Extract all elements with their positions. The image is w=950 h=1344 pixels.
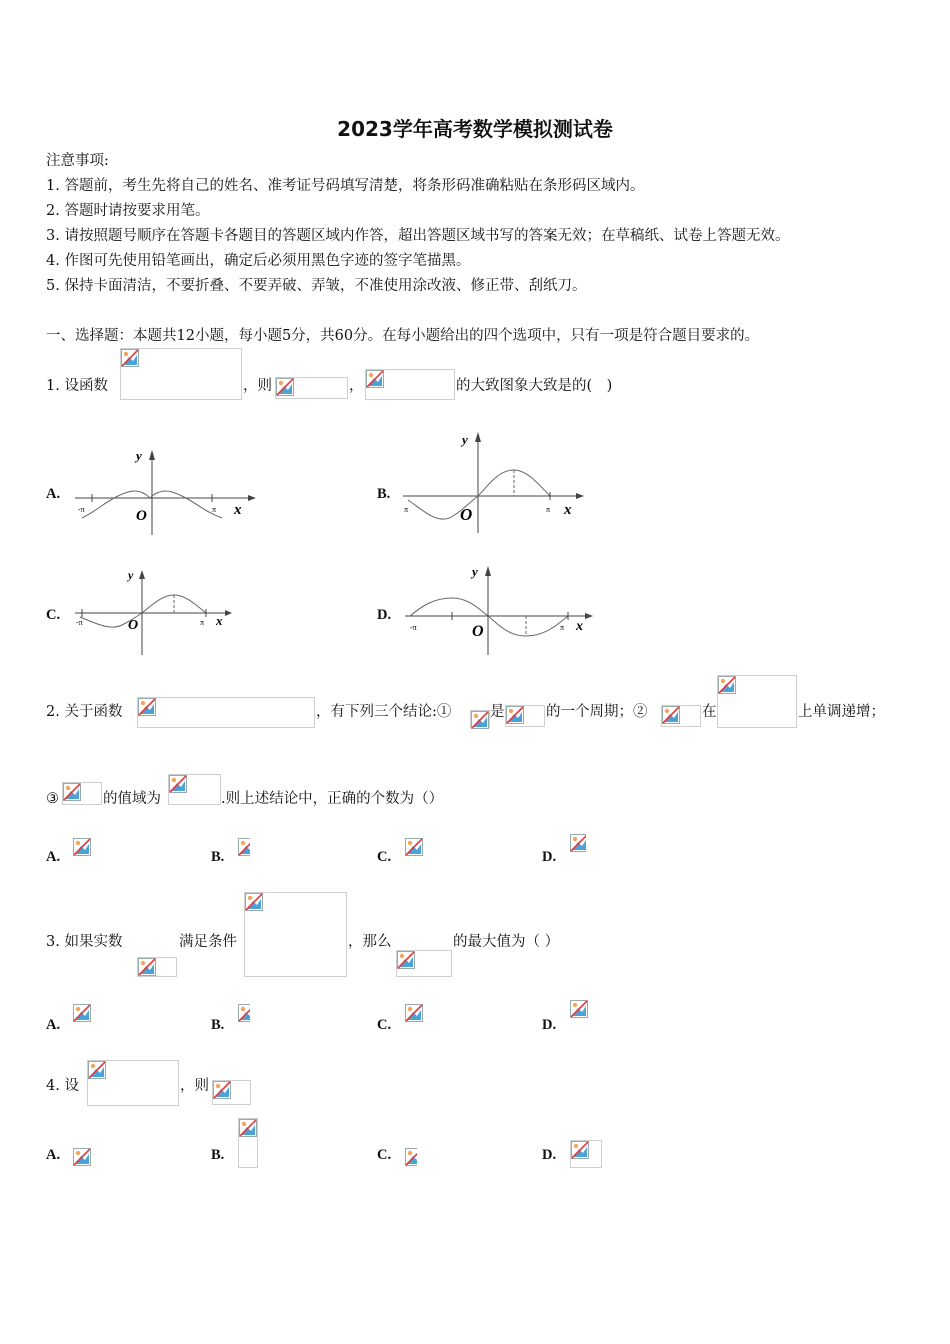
broken-image-icon bbox=[245, 893, 263, 911]
q3-text: 3. 如果实数 bbox=[46, 934, 123, 950]
option-label[interactable]: D. bbox=[542, 1147, 557, 1163]
option-label[interactable]: A. bbox=[46, 486, 61, 502]
option-label[interactable]: D. bbox=[377, 607, 392, 623]
q2-text: ③ bbox=[46, 791, 59, 807]
axis-label: π bbox=[212, 505, 217, 514]
axis-label: -π bbox=[78, 505, 85, 514]
q1-text: ， bbox=[349, 378, 364, 394]
option-label[interactable]: A. bbox=[46, 1017, 61, 1033]
broken-image-icon bbox=[276, 378, 294, 396]
option-label[interactable]: C. bbox=[377, 849, 392, 865]
broken-image-icon bbox=[88, 1061, 106, 1079]
graph-d bbox=[400, 560, 600, 660]
formula-image bbox=[120, 348, 242, 400]
notice-heading: 注意事项: bbox=[46, 153, 109, 169]
axis-label: -π bbox=[410, 623, 417, 632]
axis-label: y bbox=[136, 448, 142, 463]
q4-text: ，则 bbox=[180, 1078, 209, 1094]
notice-item: 1. 答题前，考生先将自己的姓名、准考证号码填写清楚，将条形码准确粘贴在条形码区域内。 bbox=[46, 178, 645, 194]
broken-image-icon bbox=[73, 838, 91, 856]
formula-image bbox=[238, 1118, 258, 1168]
broken-image-icon bbox=[570, 834, 586, 856]
formula-image bbox=[717, 675, 797, 728]
broken-image-icon bbox=[138, 698, 156, 716]
option-label[interactable]: B. bbox=[211, 849, 225, 865]
formula-image bbox=[137, 697, 315, 728]
q2-text: 的一个周期；② bbox=[546, 704, 648, 720]
option-label[interactable]: C. bbox=[377, 1147, 392, 1163]
notice-item: 2. 答题时请按要求用笔。 bbox=[46, 203, 210, 219]
formula-image bbox=[244, 892, 347, 977]
broken-image-icon bbox=[213, 1081, 231, 1099]
broken-image-icon bbox=[571, 1141, 589, 1159]
broken-image-icon bbox=[662, 706, 680, 724]
formula-image bbox=[470, 710, 490, 728]
q2-text: 上单调递增； bbox=[798, 704, 885, 720]
option-label[interactable]: D. bbox=[542, 849, 557, 865]
formula-image bbox=[87, 1060, 179, 1106]
formula-image bbox=[168, 774, 221, 805]
broken-image-icon bbox=[63, 783, 81, 801]
section-heading: 一、选择题：本题共12小题，每小题5分，共60分。在每小题给出的四个选项中，只有一项是符合题目要求的。 bbox=[46, 328, 760, 344]
option-label[interactable]: A. bbox=[46, 1147, 61, 1163]
broken-image-icon bbox=[397, 951, 415, 969]
q2-text: 在 bbox=[702, 704, 717, 720]
q3-text: 的最大值为（ ） bbox=[453, 934, 560, 950]
option-label[interactable]: C. bbox=[46, 607, 61, 623]
notice-item: 3. 请按照题号顺序在答题卡各题目的答题区域内作答，超出答题区域书写的答案无效；在草稿纸、试卷上答题无效。 bbox=[46, 228, 790, 244]
axis-label: O bbox=[460, 505, 473, 524]
axis-label: π bbox=[200, 618, 205, 627]
option-label[interactable]: D. bbox=[542, 1017, 557, 1033]
broken-image-icon bbox=[405, 1148, 417, 1168]
axis-label: π bbox=[404, 505, 409, 514]
axis-label: O bbox=[128, 618, 139, 633]
formula-image bbox=[275, 377, 348, 399]
axis-label: π bbox=[546, 505, 551, 514]
broken-image-icon bbox=[405, 1004, 427, 1024]
broken-image-icon bbox=[238, 838, 250, 856]
formula-image bbox=[661, 705, 701, 727]
broken-image-icon bbox=[366, 370, 384, 388]
formula-image bbox=[396, 950, 452, 977]
broken-image-icon bbox=[138, 958, 156, 976]
broken-image-icon bbox=[73, 1148, 91, 1168]
broken-image-icon bbox=[73, 1004, 91, 1024]
q3-text: 满足条件 bbox=[179, 934, 237, 950]
formula-image bbox=[137, 957, 177, 977]
broken-image-icon bbox=[169, 775, 187, 793]
broken-image-icon bbox=[471, 711, 489, 729]
formula-image bbox=[505, 705, 545, 727]
q2-text: .则上述结论中，正确的个数为（） bbox=[221, 791, 444, 807]
axis-label: π bbox=[560, 623, 565, 632]
axis-label: y bbox=[472, 564, 478, 579]
graph-c bbox=[70, 565, 240, 660]
axis-label: x bbox=[564, 502, 572, 518]
broken-image-icon bbox=[506, 706, 524, 724]
formula-image bbox=[62, 782, 102, 805]
q2-text: 是 bbox=[490, 704, 505, 720]
axis-label: y bbox=[128, 568, 134, 582]
q2-text: ，有下列三个结论:① bbox=[316, 704, 452, 720]
option-label[interactable]: B. bbox=[211, 1017, 225, 1033]
option-label[interactable]: B. bbox=[377, 486, 391, 502]
formula-image bbox=[570, 1140, 602, 1168]
axis-label: x bbox=[216, 613, 223, 628]
broken-image-icon bbox=[238, 1004, 250, 1024]
graph-a bbox=[70, 440, 260, 540]
option-label[interactable]: B. bbox=[211, 1147, 225, 1163]
option-label[interactable]: A. bbox=[46, 849, 61, 865]
notice-item: 4. 作图可先使用铅笔画出，确定后必须用黑色字迹的签字笔描黑。 bbox=[46, 253, 471, 269]
q3-text: ，那么 bbox=[348, 934, 392, 950]
broken-image-icon bbox=[239, 1119, 257, 1137]
q2-text: 2. 关于函数 bbox=[46, 704, 123, 720]
q1-text: 1. 设函数 bbox=[46, 378, 108, 394]
axis-label: O bbox=[136, 508, 147, 524]
formula-image bbox=[212, 1080, 251, 1105]
axis-label: -π bbox=[76, 618, 83, 627]
q4-text: 4. 设 bbox=[46, 1078, 79, 1094]
axis-label: O bbox=[472, 623, 484, 640]
broken-image-icon bbox=[121, 349, 139, 367]
q1-text: ，则 bbox=[243, 378, 272, 394]
notice-item: 5. 保持卡面清洁，不要折叠、不要弄破、弄皱，不准使用涂改液、修正带、刮纸刀。 bbox=[46, 278, 587, 294]
broken-image-icon bbox=[718, 676, 736, 694]
page-title: 2023学年高考数学模拟测试卷 bbox=[337, 117, 613, 141]
axis-label: y bbox=[462, 432, 468, 447]
option-label[interactable]: C. bbox=[377, 1017, 392, 1033]
axis-label: x bbox=[576, 619, 583, 634]
q2-text: 的值域为 bbox=[103, 791, 161, 807]
formula-image bbox=[365, 369, 455, 400]
axis-label: x bbox=[234, 502, 242, 518]
graph-b bbox=[398, 428, 588, 538]
broken-image-icon bbox=[405, 838, 423, 856]
q1-text: 的大致图象大致是的( ) bbox=[456, 378, 613, 394]
broken-image-icon bbox=[570, 1000, 597, 1024]
